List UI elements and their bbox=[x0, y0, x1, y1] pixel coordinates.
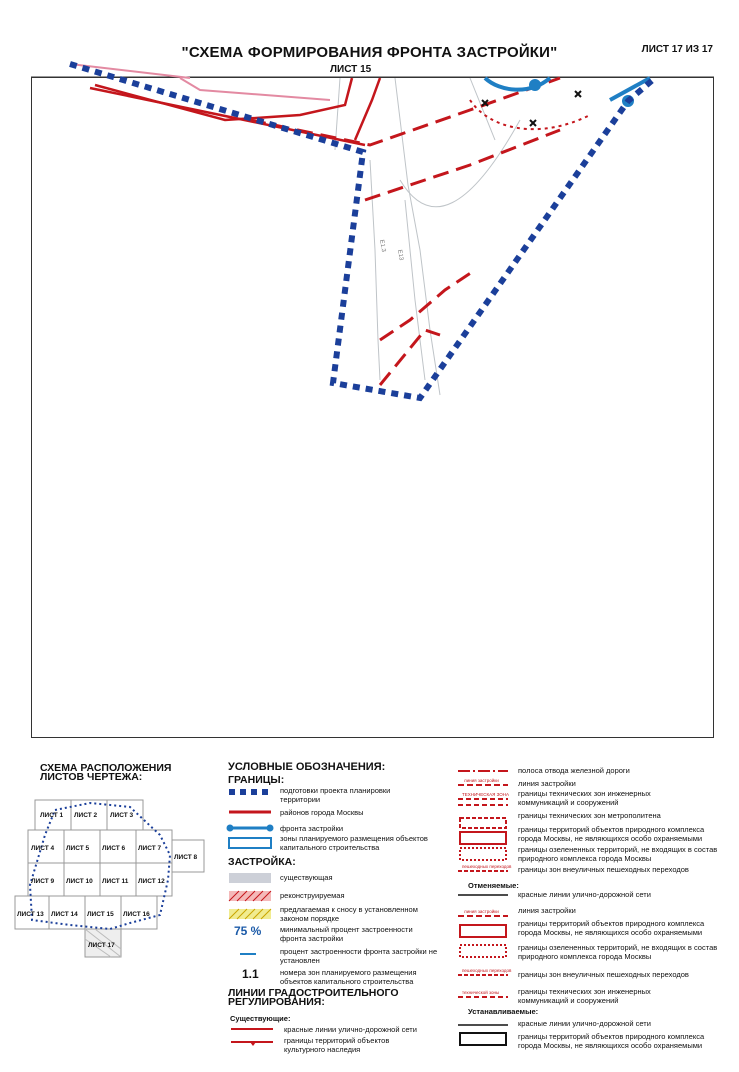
legend-z2: реконструируемая bbox=[280, 891, 345, 900]
map-sheet-label: ЛИСТ 15 bbox=[330, 64, 372, 75]
legend-c2: линия застройки bbox=[518, 906, 576, 915]
tile-4: ЛИСТ 4 bbox=[31, 845, 55, 852]
mini-label-5: пешеходных переходов bbox=[462, 968, 512, 973]
legend-r7: границы зон внеуличных пешеходных переходов bbox=[518, 865, 689, 874]
map-label-1: Е1.3 bbox=[378, 239, 387, 253]
legend-r3: границы технических зон инженерных коммуникаций и сооружений bbox=[518, 789, 651, 807]
mini-label-2: ТЕХНИЧЕСКАЯ ЗОНА bbox=[462, 792, 510, 797]
mini-label-1: линия застройки bbox=[464, 778, 499, 783]
legend-c5: границы зон внеуличных пешеходных переходов bbox=[518, 970, 689, 979]
legend-b4: зоны планируемого размещения объектов капитального строительства bbox=[280, 834, 428, 852]
index-title: СХЕМА РАСПОЛОЖЕНИЯ ЛИСТОВ ЧЕРТЕЖА: bbox=[40, 762, 172, 783]
tile-7: ЛИСТ 7 bbox=[138, 845, 162, 852]
frontage-node bbox=[529, 79, 541, 91]
tile-9: ЛИСТ 9 bbox=[31, 878, 55, 885]
legend-c1: красные линии улично-дорожной сети bbox=[518, 890, 651, 899]
legend-e1: красные линии улично-дорожной сети bbox=[284, 1025, 417, 1034]
legend-c6: границы технических зон инженерных коммуникаций и сооружений bbox=[518, 987, 651, 1005]
legend-e2: границы территорий объектов культурного наследия bbox=[284, 1036, 390, 1054]
legend-b1: подготовки проекта планировки территории bbox=[280, 786, 391, 804]
tile-2: ЛИСТ 2 bbox=[74, 812, 98, 819]
tile-8: ЛИСТ 8 bbox=[174, 854, 198, 861]
sheet-index-scheme bbox=[10, 795, 210, 965]
map-label-2: Е13 bbox=[396, 249, 404, 261]
existing-symbols bbox=[228, 1025, 278, 1055]
legend-z1: существующая bbox=[280, 873, 333, 882]
legend-z3: предлагаемая к сносу в установленном законом порядке bbox=[280, 905, 418, 923]
legend-r2: линия застройки bbox=[518, 779, 576, 788]
tile-17: ЛИСТ 17 bbox=[88, 942, 115, 949]
established-title: Устанавливаемые: bbox=[468, 1007, 539, 1016]
legend-b3: фронта застройки bbox=[280, 824, 344, 833]
tile-6: ЛИСТ 6 bbox=[102, 845, 126, 852]
legend-r1: полоса отвода железной дороги bbox=[518, 766, 630, 775]
lines-title: ЛИНИИ ГРАДОСТРОИТЕЛЬНОГО РЕГУЛИРОВАНИЯ: bbox=[228, 987, 399, 1008]
mini-label-6: технической зоны bbox=[462, 990, 500, 995]
mini-label-3: пешеходных переходов bbox=[462, 864, 512, 869]
sheet-number: ЛИСТ 17 ИЗ 17 bbox=[641, 44, 713, 55]
legend-r4: границы технических зон метрополитена bbox=[518, 811, 661, 820]
boundaries-title: ГРАНИЦЫ: bbox=[228, 774, 285, 786]
building-title: ЗАСТРОЙКА: bbox=[228, 856, 296, 868]
pink-lines bbox=[70, 64, 330, 100]
tile-5: ЛИСТ 5 bbox=[66, 845, 90, 852]
tile-1: ЛИСТ 1 bbox=[40, 812, 64, 819]
legend-title: УСЛОВНЫЕ ОБОЗНАЧЕНИЯ: bbox=[228, 761, 386, 773]
legend-z5: процент застроенности фронта застройки не установлен bbox=[280, 947, 438, 965]
cross-marks bbox=[482, 91, 581, 126]
tile-11: ЛИСТ 11 bbox=[102, 878, 129, 885]
legend-s2: границы территорий объектов природного комплекса города Москвы, не являющихся особо охраняемыми bbox=[518, 1032, 705, 1050]
tile-14: ЛИСТ 14 bbox=[51, 911, 78, 918]
page-title: "СХЕМА ФОРМИРОВАНИЯ ФРОНТА ЗАСТРОЙКИ" bbox=[181, 44, 558, 61]
tile-3: ЛИСТ 3 bbox=[110, 812, 134, 819]
tile-16: ЛИСТ 16 bbox=[123, 911, 150, 918]
legend-s1: красные линии улично-дорожной сети bbox=[518, 1019, 651, 1028]
tile-15: ЛИСТ 15 bbox=[87, 911, 114, 918]
pct-value: 75 % bbox=[234, 924, 262, 938]
tile-13: ЛИСТ 13 bbox=[17, 911, 44, 918]
legend-r5: границы территорий объектов природного комплекса города Москвы, не являющихся особо охраняемыми bbox=[518, 825, 705, 843]
cancelled-title: Отменяемые: bbox=[468, 881, 519, 890]
legend-z4: минимальный процент застроенности фронта застройки bbox=[280, 925, 413, 943]
legend-c4: границы озелененных территорий, не входящих в состав природного комплекса города Москвы bbox=[518, 943, 718, 961]
legend-r6: границы озелененных территорий, не входящих в состав природного комплекса города Москвы bbox=[518, 845, 718, 863]
legend-c3: границы территорий объектов природного комплекса города Москвы, не являющихся особо охраняемыми bbox=[518, 919, 705, 937]
existing-title: Существующие: bbox=[230, 1014, 291, 1023]
zone-number: 1.1 bbox=[242, 967, 259, 981]
project-boundary bbox=[70, 64, 655, 398]
tile-12: ЛИСТ 12 bbox=[138, 878, 165, 885]
tile-10: ЛИСТ 10 bbox=[66, 878, 93, 885]
red-dashed-lines bbox=[250, 78, 560, 385]
legend-z6: номера зон планируемого размещения объектов капитального строительства bbox=[280, 968, 417, 986]
mini-label-4: линия застройки bbox=[464, 909, 499, 914]
legend-b2: районов города Москвы bbox=[280, 808, 364, 817]
